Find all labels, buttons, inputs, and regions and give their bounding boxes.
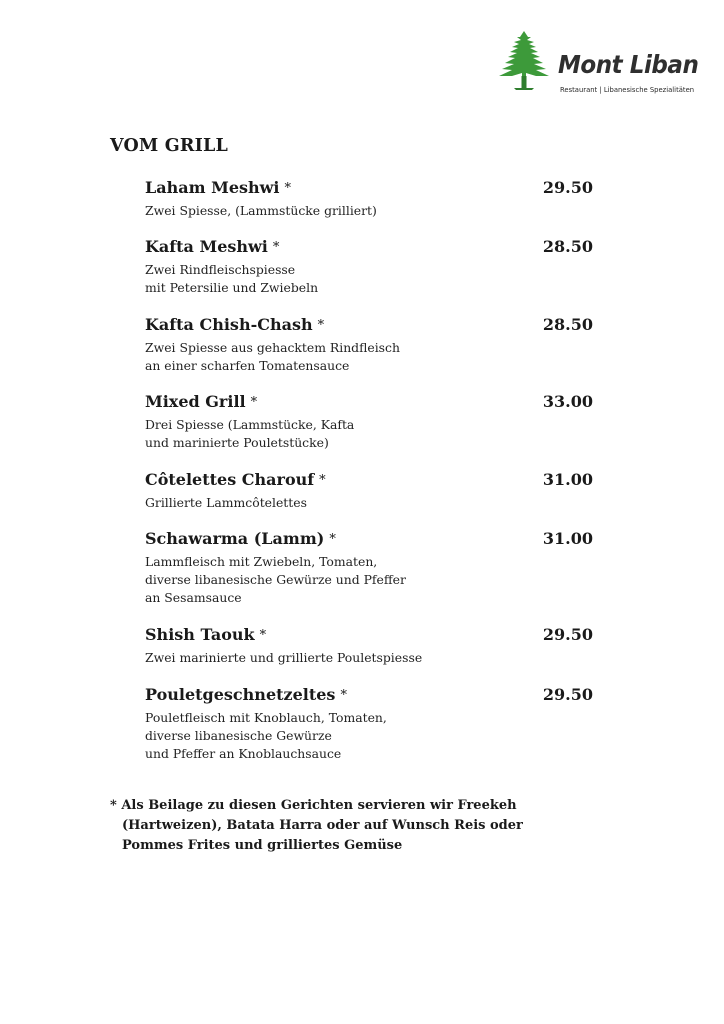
cedar-tree-icon [492, 28, 556, 92]
footnote-line: (Hartweizen), Batata Harra oder auf Wunsch Reis oder [122, 818, 523, 833]
brand-logo [492, 28, 699, 98]
item-star: * [329, 532, 336, 547]
item-price: 28.50 [542, 237, 593, 256]
footnote [110, 796, 590, 856]
item-description: Zwei marinierte und grillierte Pouletspiesse [145, 650, 423, 665]
item-price: 33.00 [542, 392, 593, 411]
menu-item-cotelettes-charouf [145, 470, 595, 512]
item-name: Schawarma (Lamm) * [145, 529, 336, 548]
section-title: VOM GRILL [110, 136, 229, 156]
item-name: Laham Meshwi * [145, 178, 291, 197]
menu-item-kafta-meshwi [145, 237, 595, 297]
menu-item-schawarma-lamm [145, 529, 595, 607]
item-star: * [272, 240, 280, 255]
menu-item-mixed-grill [145, 392, 595, 452]
item-star: * [259, 628, 267, 643]
item-star: * [319, 473, 326, 488]
item-description: Zwei Rindfleischspiesse mit Petersilie und Zwiebeln [145, 262, 319, 295]
item-price: 29.50 [542, 685, 593, 704]
item-name: Mixed Grill * [145, 392, 258, 411]
brand-name: Mont Liban [558, 50, 699, 79]
item-name: Côtelettes Charouf * [145, 470, 326, 489]
item-star: * [317, 318, 325, 333]
item-price: 29.50 [542, 178, 593, 197]
item-name: Kafta Meshwi * [145, 237, 280, 256]
item-name: Kafta Chish-Chash * [145, 315, 325, 334]
menu-item-shish-taouk [145, 625, 595, 667]
item-name: Pouletgeschnetzeltes * [145, 685, 347, 704]
footnote-line: * Als Beilage zu diesen Gerichten servieren wir Freekeh [110, 798, 517, 813]
item-star: * [284, 181, 291, 196]
brand-tagline: Restaurant | Libanesische Spezialitäten [560, 85, 695, 94]
item-description: Lammfleisch mit Zwiebeln, Tomaten, diverse libanesische Gewürze und Pfeffer an Sesamsauce [145, 554, 406, 605]
item-price: 29.50 [542, 625, 593, 644]
footnote-line: Pommes Frites und grilliertes Gemüse [122, 838, 403, 853]
item-price: 28.50 [542, 315, 593, 334]
item-star: * [340, 688, 347, 703]
menu-item-laham-meshwi [145, 178, 595, 220]
item-name: Shish Taouk * [145, 625, 267, 644]
item-price: 31.00 [542, 470, 593, 489]
item-description: Drei Spiesse (Lammstücke, Kafta und marinierte Pouletstücke) [145, 417, 355, 450]
item-description: Grillierte Lammcôtelettes [145, 495, 307, 510]
menu-item-pouletgeschnetzeltes [145, 685, 595, 763]
item-description: Pouletfleisch mit Knoblauch, Tomaten, diverse libanesische Gewürze und Pfeffer an Knoblauchsauce [145, 710, 387, 761]
menu-item-kafta-chish-chash [145, 315, 595, 375]
item-description: Zwei Spiesse aus gehacktem Rindfleisch an einer scharfen Tomatensauce [145, 340, 400, 373]
item-star: * [250, 395, 258, 410]
item-description: Zwei Spiesse, (Lammstücke grilliert) [145, 203, 377, 218]
item-price: 31.00 [542, 529, 593, 548]
